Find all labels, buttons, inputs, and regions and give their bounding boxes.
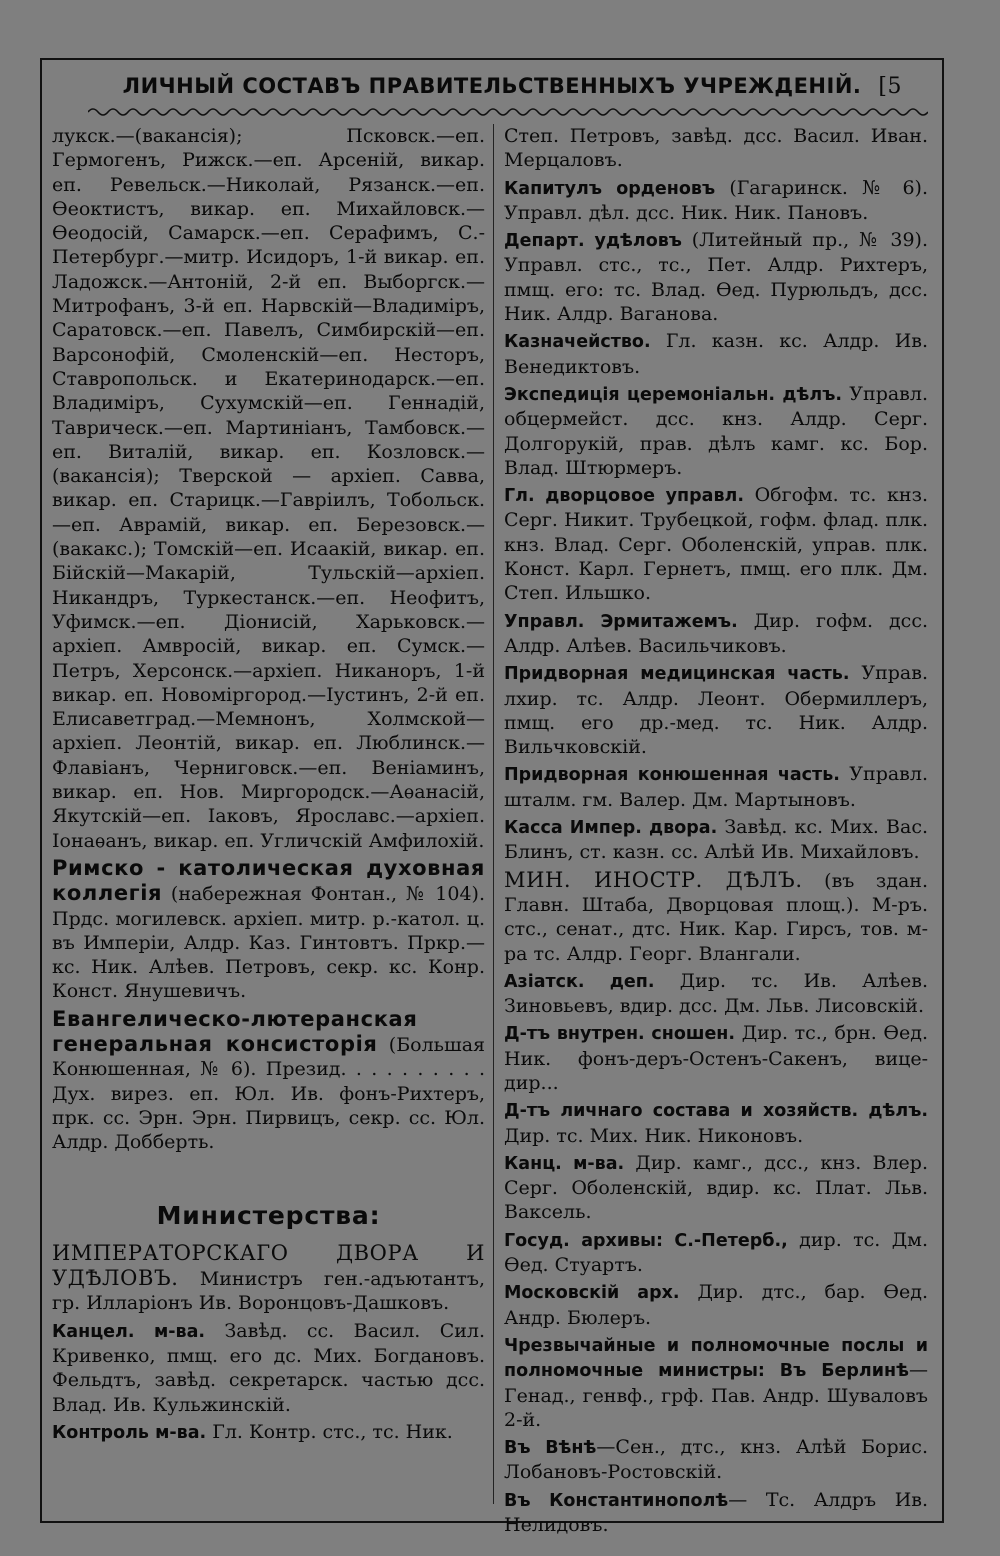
vienna-text: —Сен., дтс., кнз. Алѣй Борис. Лобановъ-Ростовскій. [504,1436,928,1484]
hermitage-paragraph [504,609,928,659]
personnel-dept-text: Дир. тс. Мих. Ник. Никоновъ. [504,1124,804,1147]
stables-text: Управл. шталм. гм. Валер. Дм. Мартыновъ. [504,763,928,811]
catholic-collegium-title: Римско - католическая духовная коллегія [52,855,485,906]
asian-dept-paragraph [504,969,928,1019]
catholic-collegium-paragraph [52,856,485,1004]
ministry-chancellery-text: Дир. камг., дсс., кнз. Влер. Серг. Оболенскій, вдир. кс. Плат. Льв. Ваксель. [504,1151,929,1224]
state-archives-title: Госуд. архивы: С.-Петерб., [504,1230,788,1251]
ceremonial-title: Экспедиція церемоніальн. дѣлъ. [504,384,843,405]
asian-dept-title: Азіатск. деп. [504,971,655,992]
appanages-dept-paragraph [504,228,928,326]
hermitage-text: Дир. гофм. дсс. Алдр. Алѣев. Васильчиковъ. [504,609,928,657]
page-number: [5 [878,74,902,99]
personnel-dept-title: Д-тъ личнаго состава и хозяйств. дѣлъ. [504,1101,928,1122]
personnel-dept-paragraph [504,1098,928,1148]
internal-relations-title: Д-тъ внутрен. сношен. [504,1024,736,1045]
court-cash-paragraph [504,815,928,865]
page-frame [40,58,944,1537]
ambassadors-paragraph [504,1333,928,1432]
medical-title: Придворная медицинская часть. [504,664,850,685]
treasury-title: Казначейство. [504,332,651,353]
catholic-collegium-text: (набережная Фонтан., № 104). Прдс. могилевск. архіеп. митр. р.-катол. ц. въ Имперіи, Алдр. Каз. Гинтовтъ. Пркр.—кс. Ник. Алѣев. Петровъ, секр. кс. Конр. Конст. Янушевичъ. [52,883,485,1003]
palace-admin-text: Обгофм. тс. кнз. Серг. Никит. Трубецкой, гофм. флад. плк. кнз. Влад. Серг. Оболенскій, управ. плк. Конст. Карл. Гернетъ, пмщ. его плк. Дм. Степ. Ильшко. [504,484,928,605]
berlin-label: Въ Берлинѣ [779,1361,909,1382]
medical-paragraph [504,661,928,759]
ministries-heading: Министерства: [156,1201,381,1231]
hermitage-title: Управл. Эрмитажемъ. [504,611,738,632]
header-title: ЛИЧНЫЙ СОСТАВЪ ПРАВИТЕЛЬСТВЕННЫХЪ УЧРЕЖДЕНІЙ. [122,74,862,98]
orders-chapter-text: (Гагаринск. № 6). Управл. дѣл. дсс. Ник. Ник. Пановъ. [504,176,929,224]
state-archives-text: дир. тс. Дм. Ѳед. Стуартъ. [504,1228,928,1277]
lutheran-consistory-paragraph [52,1007,485,1155]
decorative-rule [88,104,928,120]
foreign-ministry-paragraph [504,868,928,966]
appanages-dept-text: (Литейный пр., № 39). Управл. стс., тс., Пет. Алдр. Рихтеръ, пмщ. его: тс. Влад. Ѳед. Пурюльдъ, дсс. Ник. Алдр. Ваганова. [504,229,929,326]
palace-admin-paragraph [504,483,928,605]
orders-chapter-paragraph [504,176,928,226]
continuation-paragraph: Степ. Петровъ, завѣд. дсс. Васил. Иван. Мерцаловъ. [504,125,928,172]
right-column [504,124,928,1540]
state-archives-paragraph [504,1228,928,1278]
control-text: Гл. Контр. стс., тс. Ник. [212,1420,453,1443]
ministry-chancellery-paragraph [504,1151,928,1225]
internal-relations-paragraph [504,1021,928,1095]
orders-chapter-title: Капитулъ орденовъ [504,178,716,199]
stables-title: Придворная конюшенная часть. [504,765,840,786]
chancellery-title: Канцел. м-ва. [52,1321,206,1342]
constantinople-paragraph [504,1488,928,1538]
moscow-archive-text: Дир. дтс., бар. Ѳед. Андр. Бюлеръ. [504,1281,928,1329]
stables-paragraph [504,762,928,812]
imperial-court-title: ИМПЕРАТОРСКАГО ДВОРА И УДѢЛОВЪ. [52,1240,485,1291]
control-paragraph [52,1420,485,1445]
appanages-dept-title: Департ. удѣловъ [504,231,682,252]
constantinople-title: Въ Константинополѣ [504,1490,729,1511]
lutheran-consistory-text: (Большая Конюшенная, № 6). Презид. . . . . . . . . . Дух. вирез. еп. Юл. Ив. фонъ-Рихтеръ, прк. сс. Эрн. Эрн. Пирвицъ, секр. сс. Юл. Алдр. Добберть. [52,1033,486,1154]
vienna-paragraph [504,1435,928,1485]
treasury-paragraph [504,329,928,379]
lutheran-consistory-title: Евангелическо-лютеранская генеральная консисторія [52,1006,418,1056]
chancellery-paragraph [52,1319,485,1417]
chancellery-text: Завѣд. сс. Васил. Сил. Кривенко, пмщ. его дс. Мих. Богдановъ. Фельдтъ, завѣд. секретарск. частью дсс. Влад. Ив. Кульжинскій. [52,1319,486,1416]
court-cash-text: Завѣд. кс. Мих. Вас. Блинъ, ст. казн. сс. Алѣй Ив. Михайловъ. [504,816,928,864]
ministry-chancellery-title: Канц. м-ва. [504,1153,625,1174]
court-cash-title: Касса Импер. двора. [504,818,718,839]
medical-text: Управ. лхир. тс. Алдр. Леонт. Обермиллеръ, пмщ. его др.-мед. тс. Ник. Алдр. Вильчковскій. [504,662,928,759]
treasury-text: Гл. казн. кс. Алдр. Ив. Венедиктовъ. [504,330,928,378]
constantinople-text: — Тс. Алдръ Ив. Нелидовъ. [504,1488,928,1537]
berlin-text: —Генад., генвф., грф. Пав. Андр. Шуваловъ 2-й. [504,1359,928,1431]
dioceses-paragraph: лукск.—(вакансія); Псковск.—еп. Гермогенъ, Рижск.—еп. Арсеній, викар. еп. Ревельск.—Николай, Рязанск.—еп. Ѳеоктистъ, викар. еп. Михайловск.—Ѳеодосій, Самарск.—еп. Серафимъ, С.-Петербург.—митр. Исидоръ, 1-й викар. еп. Ладожск.—Антоній, 2-й еп. Выборгск.—Митрофанъ, 3-й еп. Нарвскій—Владиміръ, Саратовск.—еп. Павелъ, Симбирскій—еп. Варсонофій, Смоленскій—еп. Несторъ, Ставропольск. и Екатеринодарск.—еп. Владиміръ, Сухумскій—еп. Геннадій, Таврическ.—еп. Мартиніанъ, Тамбовск.—еп. Виталій, викар. еп. Козловск.—(вакансія); Тверской — архіеп. Савва, викар. еп. Старицк.—Гавріилъ, Тобольск.—еп. Аврамій, викар. еп. Березовск.—(вакакс.); Томскій—еп. Исаакій, викар. еп. Бійскій—Макарій, Тульскій—архіеп. Никандръ, Туркестанск.—еп. Неофитъ, Уфимск.—еп. Діонисій, Харьковск.—архіеп. Амвросій, викар. еп. Сумск.—Петръ, Херсонск.—архіеп. Никаноръ, 1-й викар. еп. Новоміргород.—Іустинъ, 2-й еп. Елисаветград.—Мемнонъ, Холмской—архіеп. Леонтій, викар. еп. Люблинск.—Флавіанъ, Черниговск.—еп. Веніаминъ, викар. еп. Нов. Миргородск.—Аѳанасій, Якутскій—еп. Іаковъ, Ярославс.—архіеп. Іонаѳанъ, викар. еп. Угличскій Амфилохій. [52,125,485,852]
control-title: Контроль м-ва. [52,1422,207,1443]
imperial-court-text: Министръ ген.-адъютантъ, гр. Илларіонъ Ив. Воронцовъ-Дашковъ. [52,1268,485,1315]
left-column [52,124,485,1448]
palace-admin-title: Гл. дворцовое управл. [504,486,744,507]
asian-dept-text: Дир. тс. Ив. Алѣев. Зиновьевъ, вдир. дсс. Дм. Льв. Лисовскій. [504,969,928,1018]
moscow-archive-title: Московскій арх. [504,1283,680,1304]
ceremonial-paragraph [504,382,928,480]
column-divider [493,124,494,1504]
foreign-ministry-text: (въ здан. Главн. Штаба, Дворцовая площ.). М-ръ. стс., сенат., дтс. Ник. Кар. Гирсъ, тов. м-ра тс. Алдр. Георг. Влангали. [504,869,928,965]
moscow-archive-paragraph [504,1280,928,1330]
imperial-court-paragraph [52,1241,485,1316]
vienna-title: Въ Вѣнѣ [504,1438,597,1459]
internal-relations-text: Дир. тс., брн. Ѳед. Ник. фонъ-деръ-Остенъ-Сакенъ, вице-дир... [504,1022,928,1094]
ceremonial-text: Управл. обцермейст. дсс. кнз. Алдр. Серг. Долгорукій, прав. дѣлъ камг. кс. Бор. Влад. Штюрмеръ. [504,382,928,479]
foreign-ministry-title: МИН. ИНОСТР. ДѢЛЪ. [504,867,803,892]
ambassadors-title: Чрезвычайные и полномочные послы и полномочные министры: [504,1335,928,1382]
